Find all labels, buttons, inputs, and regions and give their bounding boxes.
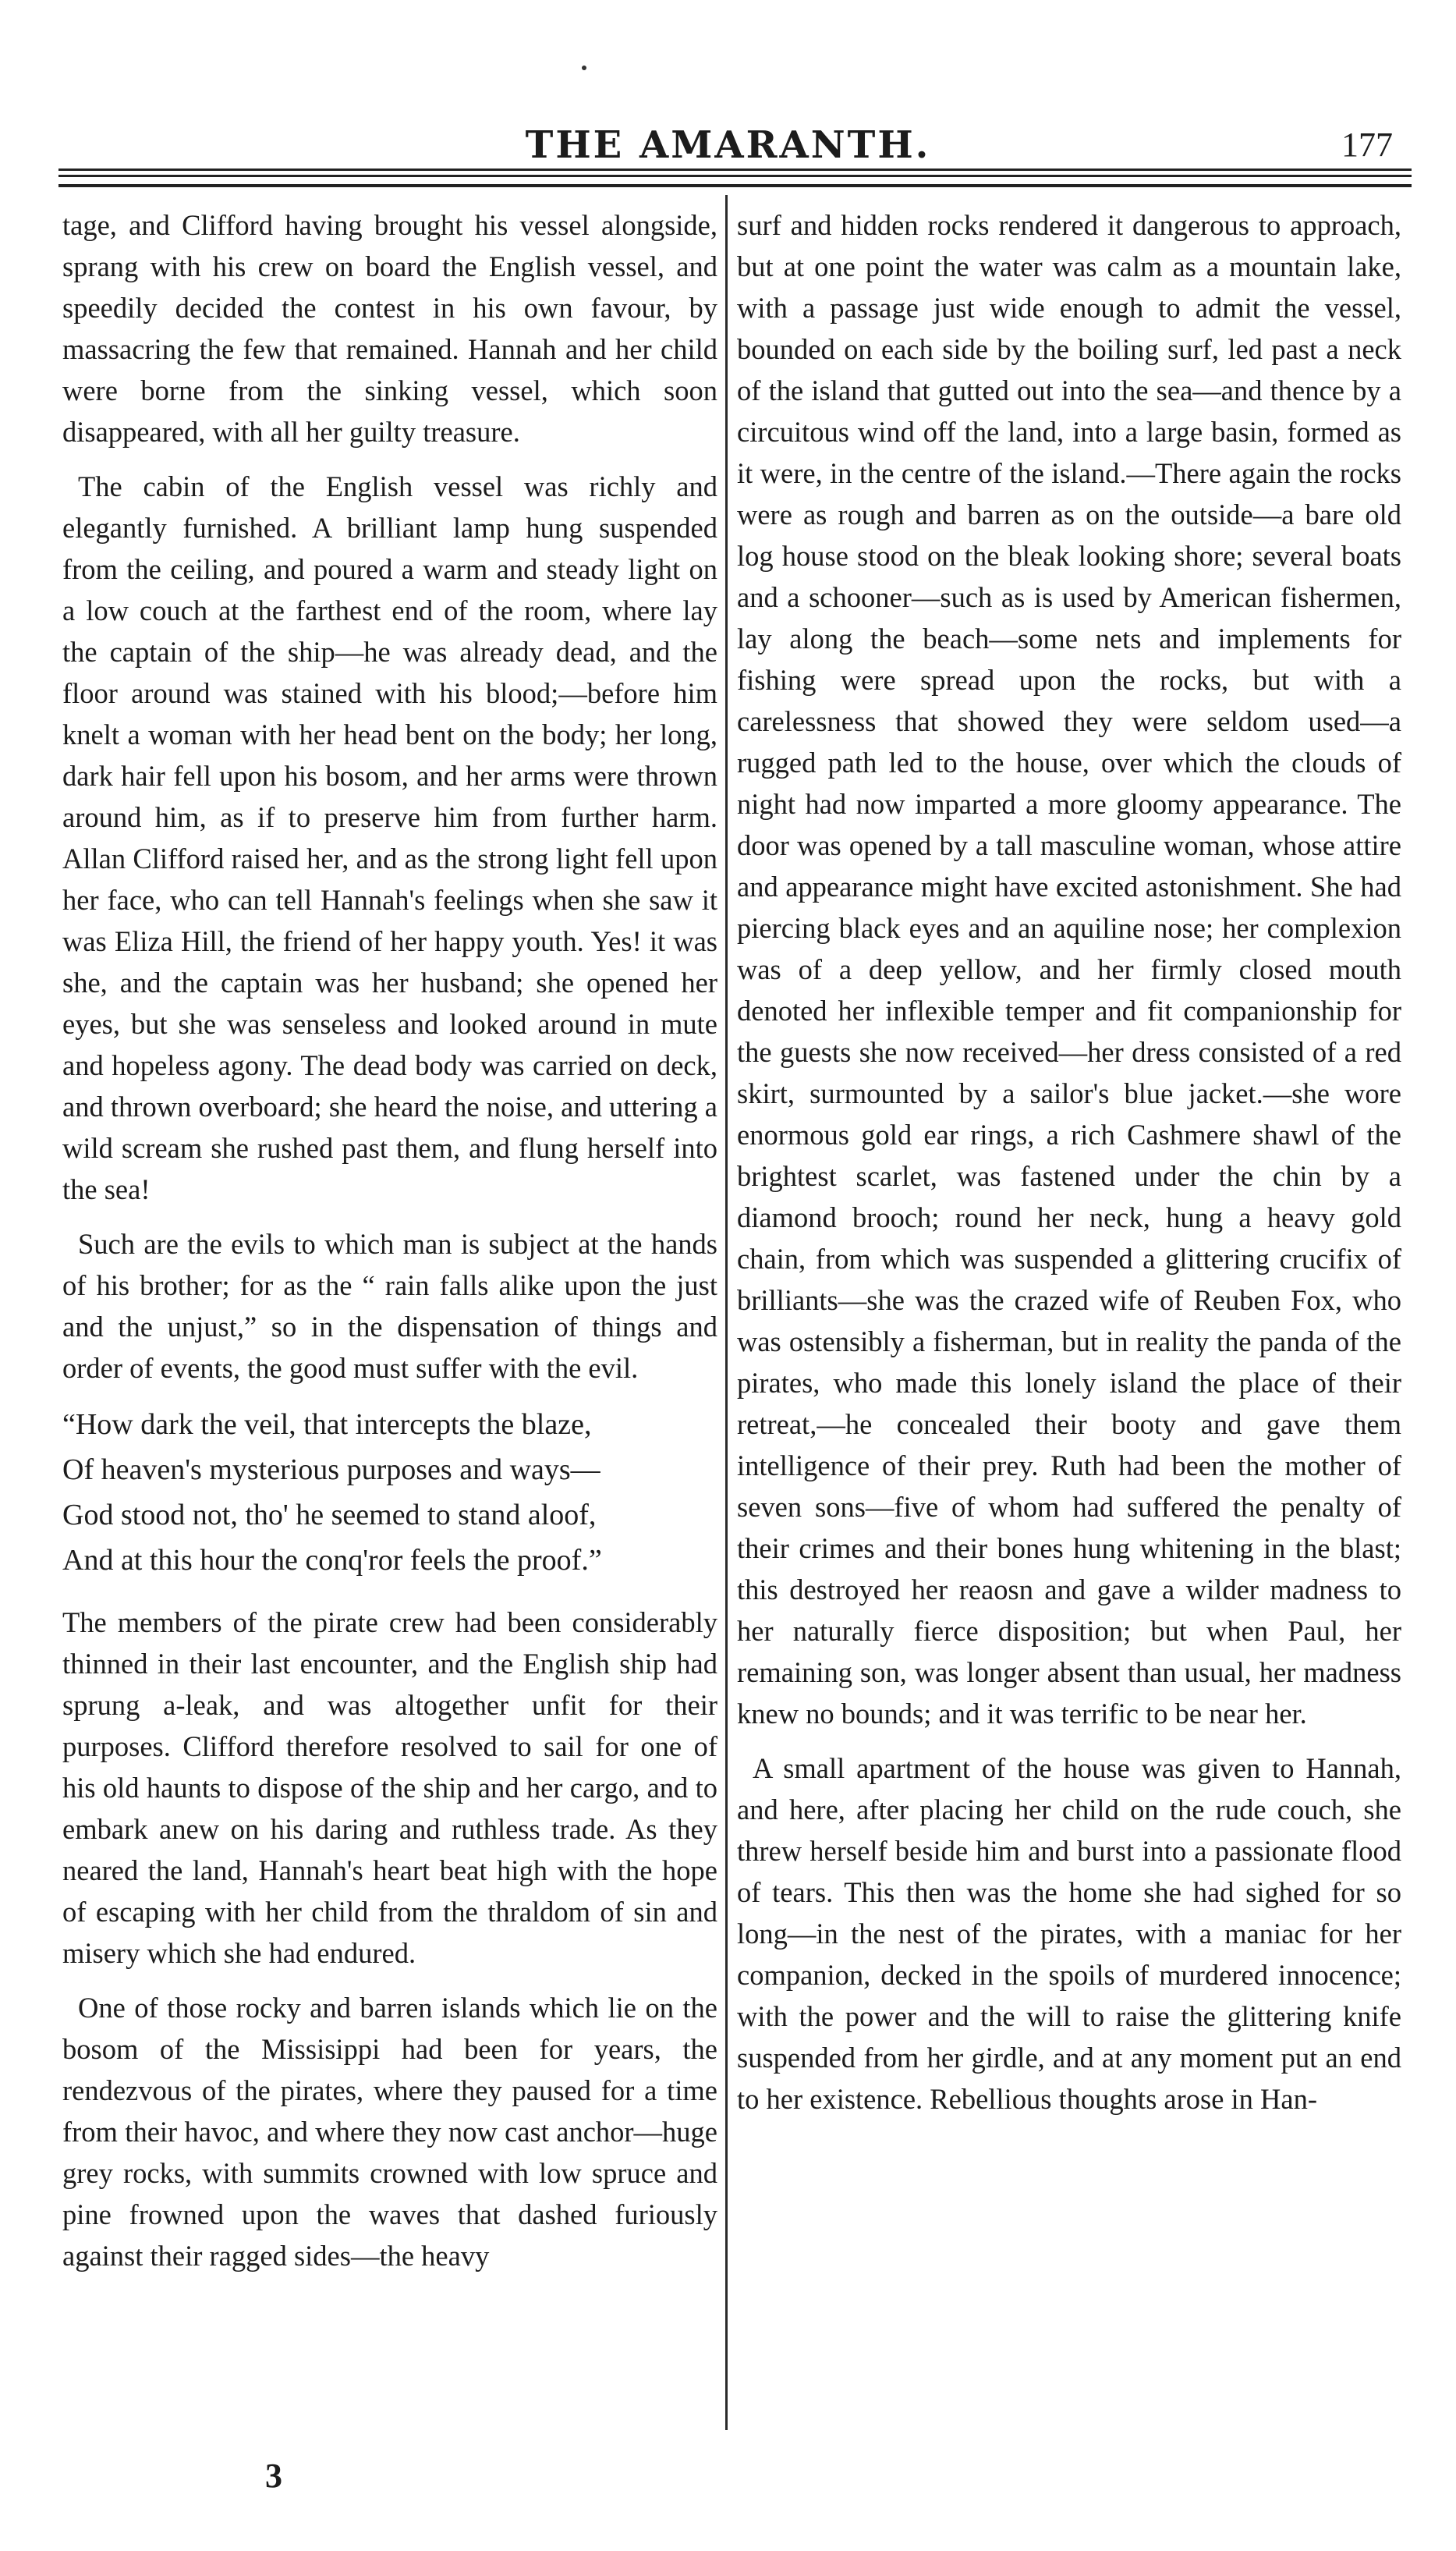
poem-line: God stood not, tho' he seemed to stand aloof, <box>62 1499 597 1531</box>
poem-line: Of heaven's mysterious purposes and ways— <box>62 1453 600 1486</box>
ink-speck <box>582 66 586 70</box>
header-rule <box>58 175 1412 177</box>
paragraph: Such are the evils to which man is subject at the hands of his brother; for as the “ rain falls alike upon the just and the unjust,” so in the dispensation of things and order of events, the good must suffer with the evil. <box>62 1228 717 1384</box>
running-title: THE AMARANTH. <box>525 123 931 167</box>
paragraph: The members of the pirate crew had been considerably thinned in their last encounter, and the English ship had sprung a-leak, and was altogether unfit for their purposes. Clifford therefore resolved to sail for one of his old haunts to dispose of the ship and her cargo, and to embark anew on his daring and ruthless trade. As they neared the land, Hannah's heart beat high with the hope of escaping with her child from the thraldom of sin and misery which she had endured. <box>62 1606 717 1969</box>
signature-mark: 3 <box>265 2457 282 2495</box>
paragraph: surf and hidden rocks rendered it dangerous to approach, but at one point the water was calm as a mountain lake, with a passage just wide enough to admit the vessel, bounded on each side by the boiling surf, led past a neck of the island that gutted out into the sea—and thence by a circuitous wind off the land, into a large basin, formed as it were, in the centre of the island.—There again the rocks were as rough and barren as on the outside—a bare old log house stood on the bleak looking shore; several boats and a schooner—such as is used by American fishermen, lay along the beach—some nets and implements for fishing were spread upon the rocks, but with a carelessness that showed they were seldom used—a rugged path led to the house, over which the clouds of night had now imparted a more gloomy appearance. The door was opened by a tall masculine woman, whose attire and appearance might have excited astonishment. She had piercing black eyes and an aquiline nose; her complexion was of a deep yellow, and her firmly closed mouth denoted her inflexible temper and fit companionship for the guests she now received—her dress consisted of a red skirt, surmounted by a sailor's blue jacket.—she wore enormous gold ear rings, a rich Cashmere shawl of the brightest scarlet, was fastened under the chin by a diamond brooch; round her neck, hung a heavy gold chain, from which was suspended a glittering crucifix of brilliants—she was the crazed wife of Reuben Fox, who was ostensibly a fisherman, but in reality the panda of the pirates, who made this lonely island the place of their retreat,—he concealed their booty and gave them intelligence of their prey. Ruth had been the mother of seven sons—five of whom had suffered the penalty of their crimes and their bones hung whitening in the blast; this destroyed her reaosn and gave a wilder madness to her naturally fierce disposition; but when Paul, her remaining son, was longer absent than usual, her madness knew no bounds; and it was terrific to be near her. <box>737 209 1401 1730</box>
paragraph: A small apartment of the house was given to Hannah, and here, after placing her child on the rude couch, she threw herself beside him and burst into a passionate flood of tears. This then was the home she had sighed for so long—in the nest of the pirates, with a maniac for her companion, decked in the spoils of murdered innocence; with the power and the will to raise the glittering knife suspended from her girdle, and at any moment put an end to her existence. Rebellious thoughts arose in Han- <box>737 1752 1401 2115</box>
header-rule <box>58 184 1412 187</box>
poem-line: And at this hour the conq'ror feels the proof.” <box>62 1544 602 1577</box>
page-number: 177 <box>1341 126 1393 164</box>
left-column <box>62 204 717 2290</box>
poem-quote <box>62 1402 717 1583</box>
column-divider <box>725 195 728 2430</box>
paragraph: One of those rocky and barren islands which lie on the bosom of the Missisippi had been for years, the rendezvous of the pirates, where they paused for a time from their havoc, and where they now cast anchor—huge grey rocks, with summits crowned with low spruce and pine frowned upon the waves that dashed furiously against their ragged sides—the heavy <box>62 1992 717 2272</box>
poem-line: “How dark the veil, that intercepts the blaze, <box>62 1408 592 1441</box>
paragraph: tage, and Clifford having brought his vessel alongside, sprang with his crew on board the English vessel, and speedily decided the contest in his own favour, by massacring the few that remained. Hannah and her child were borne from the sinking vessel, which soon disappeared, with all her guilty treasure. <box>62 209 717 448</box>
right-column <box>737 204 1401 2133</box>
paragraph: The cabin of the English vessel was richly and elegantly furnished. A brilliant lamp hung suspended from the ceiling, and poured a warm and steady light on a low couch at the farthest end of the room, where lay the captain of the ship—he was already dead, and the floor around was stained with his blood;—before him knelt a woman with her head bent on the body; her long, dark hair fell upon his bosom, and her arms were thrown around him, as if to preserve him from further harm. Allan Clifford raised her, and as the strong light fell upon her face, who can tell Hannah's feelings when she saw it was Eliza Hill, the friend of her happy youth. Yes! it was she, and the captain was her husband; she opened her eyes, but she was senseless and looked around in mute and hopeless agony. The dead body was carried on deck, and thrown overboard; she heard the noise, and uttering a wild scream she rushed past them, and flung herself into the sea! <box>62 470 717 1205</box>
header-rule <box>58 169 1412 171</box>
